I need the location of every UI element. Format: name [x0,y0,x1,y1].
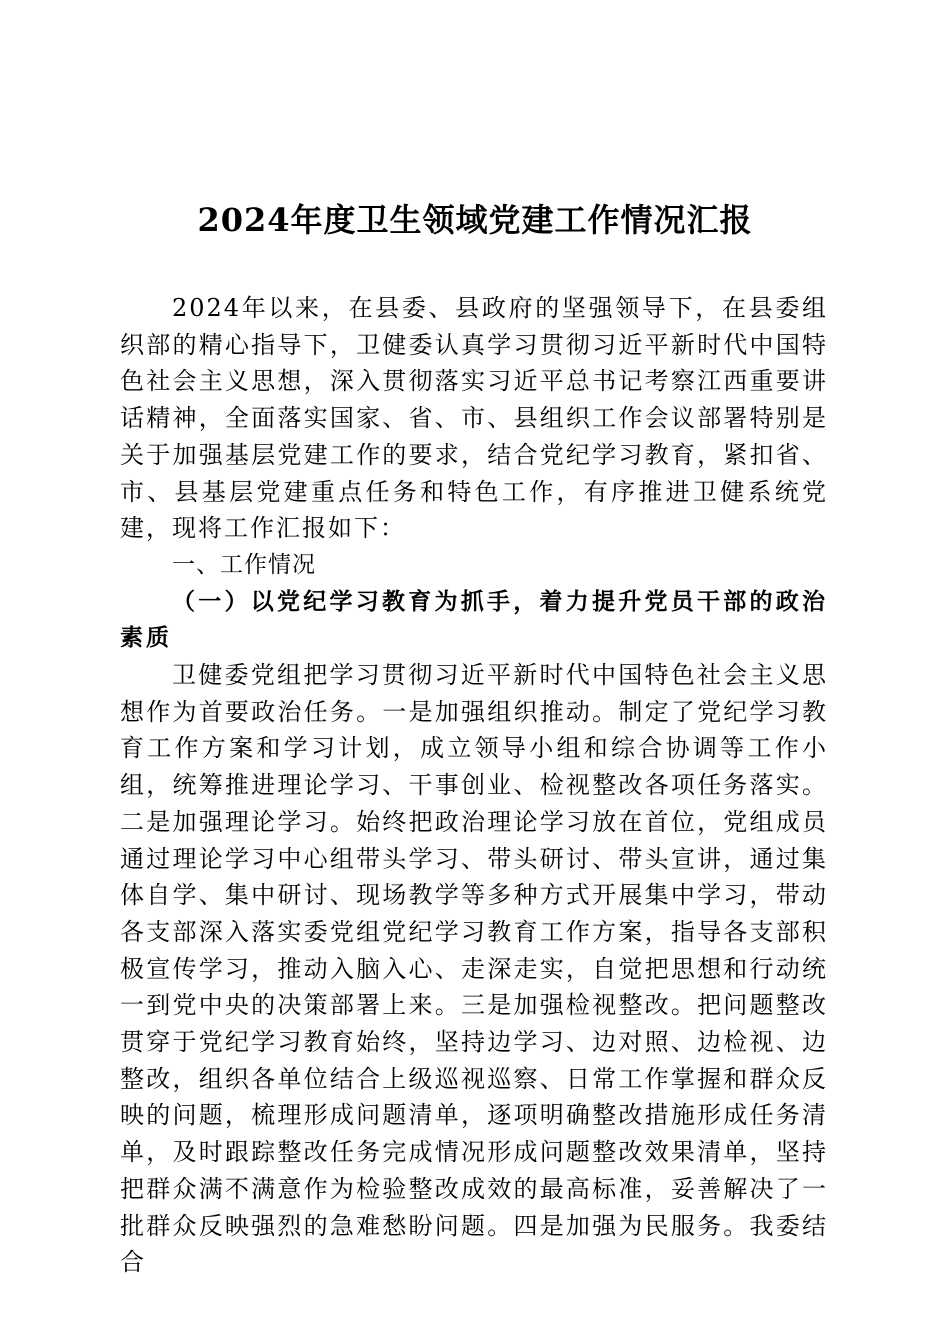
section-heading: 一、工作情况 [172,551,316,578]
intro-paragraph: 2024年以来，在县委、县政府的坚强领导下，在县委组织部的精心指导下，卫健委认真学习贯彻习近平新时代中国特色社会主义思想，深入贯彻落实习近平总书记考察江西重要讲话精神，全面落实国家、省、市、县组织工作会议部署特别是关于加强基层党建工作的要求，结合党纪学习教育，紧扣省、市、县基层党建重点任务和特色工作，有序推进卫健系统党建，现将工作汇报如下： [120,294,828,543]
document-body [120,290,828,1281]
document-title: 2024年度卫生领域党建工作情况汇报 [197,201,753,239]
subsection-heading: （一）以党纪学习教育为抓手，着力提升党员干部的政治素质 [120,587,828,652]
body-paragraph: 卫健委党组把学习贯彻习近平新时代中国特色社会主义思想作为首要政治任务。一是加强组织推动。制定了党纪学习教育工作方案和学习计划，成立领导小组和综合协调等工作小组，统筹推进理论学习、干事创业、检视整改各项任务落实。二是加强理论学习。始终把政治理论学习放在首位，党组成员通过理论学习中心组带头学习、带头研讨、带头宣讲，通过集体自学、集中研讨、现场教学等多种方式开展集中学习，带动各支部深入落实委党组党纪学习教育工作方案，指导各支部积极宣传学习，推动入脑入心、走深走实，自觉把思想和行动统一到党中央的决策部署上来。三是加强检视整改。把问题整改贯穿于党纪学习教育始终，坚持边学习、边对照、边检视、边整改，组织各单位结合上级巡视巡察、日常工作掌握和群众反映的问题，梳理形成问题清单，逐项明确整改措施形成任务清单，及时跟踪整改任务完成情况形成问题整改效果清单，坚持把群众满不满意作为检验整改成效的最高标准，妥善解决了一批群众反映强烈的急难愁盼问题。四是加强为民服务。我委结合 [120,661,828,1277]
